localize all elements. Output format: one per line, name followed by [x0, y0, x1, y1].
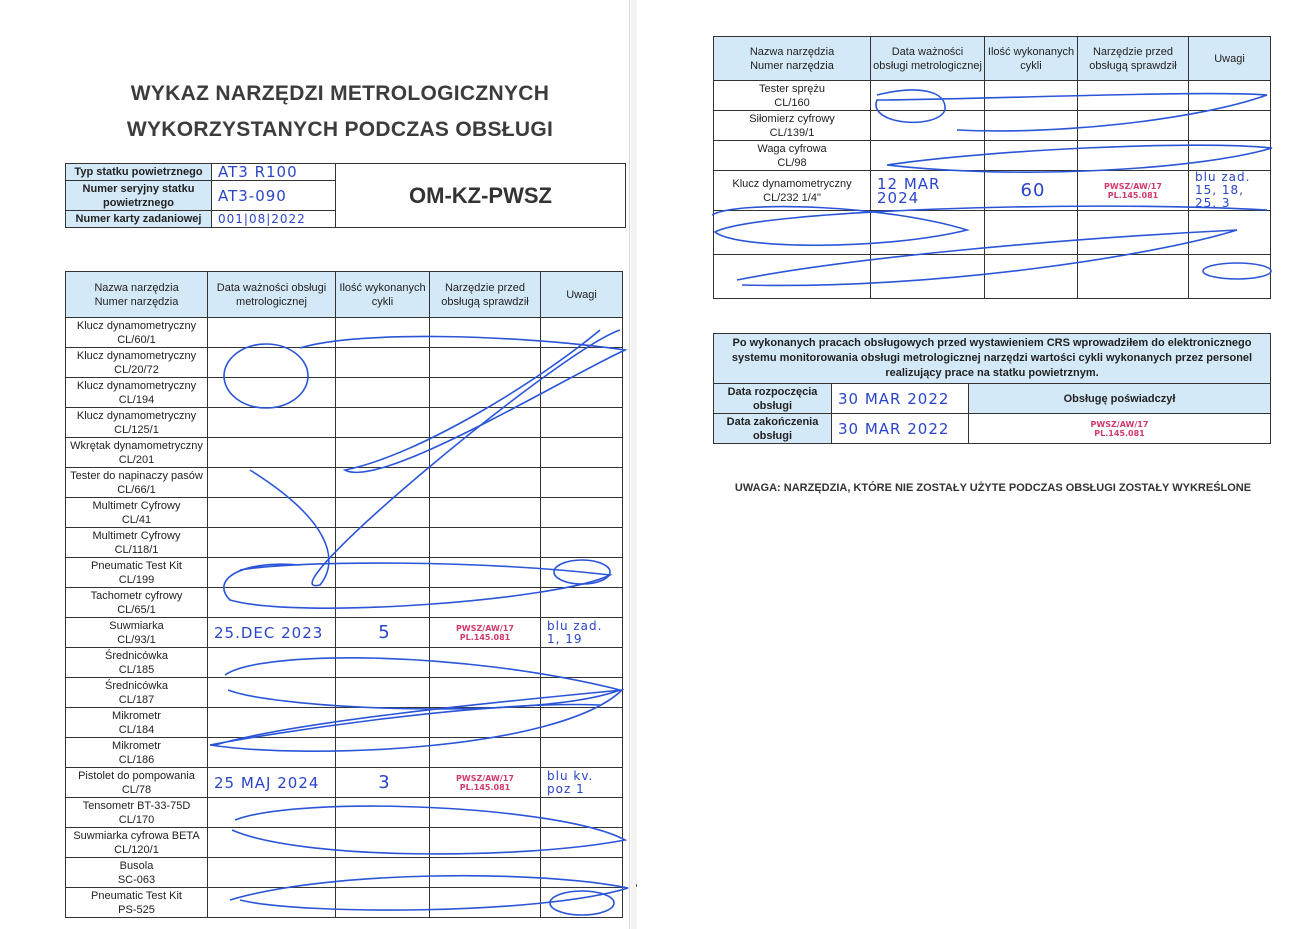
left-page [0, 0, 630, 929]
cycles-cell [336, 438, 430, 468]
tool-number: CL/232 1/4" [763, 191, 821, 204]
tool-number: CL/194 [118, 393, 155, 406]
validity-date-cell [208, 348, 336, 378]
tool-name: Mikrometr [112, 709, 161, 722]
tool-number: CL/120/1 [114, 843, 159, 856]
checked-by-cell [430, 648, 541, 678]
tool-number: CL/184 [118, 723, 155, 736]
notes-cell [541, 408, 623, 438]
header-notes: Uwagi [541, 272, 623, 318]
validity-date-cell [208, 708, 336, 738]
tool-row [66, 498, 623, 528]
tool-name: Pneumatic Test Kit [91, 559, 182, 572]
checked-by-cell [430, 498, 541, 528]
tool-row [66, 708, 623, 738]
form-code: OM-KZ-PWSZ [336, 164, 626, 228]
tool-row [714, 111, 1271, 141]
document-title-line-1: WYKAZ NARZĘDZI METROLOGICZNYCH [130, 82, 550, 105]
tool-row [66, 438, 623, 468]
tool-name: Waga cyfrowa [757, 142, 827, 155]
validity-date-cell [871, 111, 985, 141]
task-card-label: Numer karty zadaniowej [66, 211, 212, 228]
notes-cell [541, 858, 623, 888]
tool-name: Multimetr Cyfrowy [92, 529, 181, 542]
validity-date-cell [208, 798, 336, 828]
tool-name: Średnicówka [105, 649, 168, 662]
tool-number: SC-063 [117, 873, 156, 886]
tool-row [66, 528, 623, 558]
notes-cell [541, 588, 623, 618]
tool-number: CL/170 [118, 813, 155, 826]
validity-date-cell [871, 141, 985, 171]
tool-row [714, 171, 1271, 211]
inspector-stamp: PWSZ/AW/17 PL.145.081 [1104, 181, 1162, 200]
validity-date-cell [871, 81, 985, 111]
header-validity-date: Data ważności obsługi metrologicznej [208, 272, 336, 318]
notes-cell [541, 708, 623, 738]
checked-by-cell [430, 828, 541, 858]
notes-cell [1189, 141, 1271, 171]
tool-name-cell [66, 678, 208, 708]
notes-cell [1189, 111, 1271, 141]
checked-by-cell [430, 588, 541, 618]
tool-row [66, 348, 623, 378]
certify-stamp-cell [969, 414, 1271, 444]
tool-row [66, 648, 623, 678]
tool-name-cell [714, 111, 871, 141]
tool-number: CL/93/1 [117, 633, 156, 646]
tool-name-cell [66, 468, 208, 498]
checked-by-cell [430, 798, 541, 828]
tool-number: CL/60/1 [117, 333, 156, 346]
tool-number: PS-525 [118, 903, 155, 916]
tool-row [66, 468, 623, 498]
cycles-cell [336, 588, 430, 618]
tool-row [66, 588, 623, 618]
checked-by-cell [430, 678, 541, 708]
serial-number-value: AT3-090 [212, 181, 336, 211]
validity-date-cell: 25.DEC 2023 [208, 618, 336, 648]
tool-name-cell [714, 141, 871, 171]
checked-by-cell [430, 738, 541, 768]
checked-by-cell [430, 558, 541, 588]
crs-note: Po wykonanych pracach obsługowych przed wystawieniem CRS wprowadziłem do elektronicznego systemu monitorowania obsługi metrologicznej narzędzi wartości cykli wykonanych przez personel realizujący prace na statku powietrznym. [714, 334, 1271, 384]
validity-date-cell [208, 378, 336, 408]
task-card-value: 001|08|2022 [212, 211, 336, 228]
checked-by-cell [430, 438, 541, 468]
tool-number: CL/65/1 [117, 603, 156, 616]
checked-by-cell [430, 408, 541, 438]
header-cycles: Ilość wykonanych cykli [985, 37, 1078, 81]
tool-name: Klucz dynamometryczny [76, 349, 197, 362]
checked-by-cell [430, 348, 541, 378]
cycles-cell [985, 111, 1078, 141]
tool-name-cell [66, 858, 208, 888]
document-title-line-2: WYKORZYSTANYCH PODCZAS OBSŁUGI [126, 118, 554, 141]
notes-cell [541, 438, 623, 468]
checked-by-cell [430, 468, 541, 498]
validity-date-cell [208, 498, 336, 528]
tool-number: CL/185 [118, 663, 155, 676]
tool-name: Klucz dynamometryczny [76, 379, 197, 392]
notes-cell [541, 888, 623, 918]
tool-number: CL/187 [118, 693, 155, 706]
checked-by-cell [430, 318, 541, 348]
header-notes: Uwagi [1189, 37, 1271, 81]
tool-name-cell [66, 498, 208, 528]
tool-number: CL/118/1 [114, 543, 159, 556]
tool-row [66, 678, 623, 708]
tool-row [66, 738, 623, 768]
tool-name: Tester do napinaczy pasów [70, 469, 203, 482]
validity-date-cell [208, 888, 336, 918]
tool-name-cell [66, 708, 208, 738]
tool-number: CL/199 [118, 573, 155, 586]
checked-by-cell [1078, 81, 1189, 111]
tool-name-cell [66, 768, 208, 798]
notes-cell: blu zad. 1, 19 [541, 618, 623, 648]
tool-number: CL/125/1 [114, 423, 159, 436]
serial-number-label: Numer seryjny statku powietrznego [66, 181, 212, 211]
tool-name: Klucz dynamometryczny [732, 177, 852, 190]
notes-cell [1189, 81, 1271, 111]
tool-name-cell [66, 378, 208, 408]
tool-name: Wkrętak dynamometryczny [70, 439, 203, 452]
tool-row [66, 888, 623, 918]
validity-date-cell [208, 858, 336, 888]
validity-date-cell [208, 408, 336, 438]
validity-date-cell [208, 648, 336, 678]
tool-row [66, 558, 623, 588]
cycles-cell [336, 468, 430, 498]
tool-number: CL/139/1 [769, 126, 815, 139]
tool-row [66, 408, 623, 438]
tool-name-cell [66, 408, 208, 438]
tool-name: Mikrometr [112, 739, 161, 752]
validity-date-cell [208, 468, 336, 498]
cycles-cell [336, 408, 430, 438]
tool-name-cell [714, 81, 871, 111]
inspector-stamp: PWSZ/AW/17 PL.145.081 [456, 623, 514, 642]
cycles-cell [336, 378, 430, 408]
tool-name-cell [66, 828, 208, 858]
cycles-cell [336, 558, 430, 588]
tool-name: Suwmiarka cyfrowa BETA [73, 829, 200, 842]
notes-cell [541, 378, 623, 408]
tool-name-cell [66, 798, 208, 828]
tool-row [66, 378, 623, 408]
cycles-cell [336, 348, 430, 378]
tools-table-left [65, 271, 623, 918]
tool-name-cell [66, 438, 208, 468]
tool-number: CL/186 [118, 753, 155, 766]
notes-cell [541, 798, 623, 828]
tool-name-cell [66, 648, 208, 678]
certify-stamp: PWSZ/AW/17 PL.145.081 [1090, 419, 1149, 438]
cycles-cell [336, 798, 430, 828]
validity-date-cell [208, 738, 336, 768]
checked-by-cell [430, 708, 541, 738]
notes-cell [541, 498, 623, 528]
tool-name-cell [66, 738, 208, 768]
notes-cell [541, 558, 623, 588]
header-checked-by: Narzędzie przed obsługą sprawdził [1078, 37, 1189, 81]
tool-name: Tester sprężu [758, 82, 826, 95]
cycles-cell [336, 738, 430, 768]
cycles-cell [336, 828, 430, 858]
notes-cell [541, 678, 623, 708]
validity-date-cell [208, 558, 336, 588]
tool-name: Tensometr BT-33-75D [82, 799, 191, 812]
cycles-cell [336, 498, 430, 528]
start-date-label: Data rozpoczęcia obsługi [714, 384, 832, 414]
tool-name-cell [714, 171, 871, 211]
aircraft-type-value: AT3 R100 [212, 164, 336, 181]
checked-by-cell [430, 888, 541, 918]
checked-by-cell [430, 378, 541, 408]
cycles-cell [336, 528, 430, 558]
validity-date-cell: 12 MAR 2024 [871, 171, 985, 211]
start-date-value: 30 MAR 2022 [832, 384, 969, 414]
certify-label: Obsługę poświadczył [969, 384, 1271, 414]
validity-date-cell [208, 828, 336, 858]
validity-date-cell [208, 318, 336, 348]
tool-name: Multimetr Cyfrowy [92, 499, 181, 512]
notes-cell [541, 318, 623, 348]
tool-name: Busola [119, 859, 154, 872]
validity-date-cell: 25 MAJ 2024 [208, 768, 336, 798]
tool-name: Klucz dynamometryczny [76, 319, 197, 332]
aircraft-type-label: Typ statku powietrznego [66, 164, 212, 181]
tool-name-cell [66, 528, 208, 558]
notes-cell [541, 348, 623, 378]
tool-row [66, 318, 623, 348]
tool-number: CL/20/72 [114, 363, 159, 376]
tool-name-cell [66, 348, 208, 378]
tool-name-cell [66, 888, 208, 918]
tool-name-cell [66, 318, 208, 348]
tool-row [66, 858, 623, 888]
notes-cell [541, 468, 623, 498]
cycles-cell [336, 858, 430, 888]
tool-number: CL/41 [121, 513, 152, 526]
warning-note: UWAGA: NARZĘDZIA, KTÓRE NIE ZOSTAŁY UŻYTE PODCZAS OBSŁUGI ZOSTAŁY WYKREŚLONE [734, 482, 1252, 494]
notes-cell: blu zad. 15, 18, 25, 3 [1189, 171, 1271, 211]
aircraft-info-table [65, 163, 626, 228]
checked-by-cell [1078, 171, 1189, 211]
checked-by-cell [430, 858, 541, 888]
notes-cell [541, 738, 623, 768]
checked-by-cell [430, 528, 541, 558]
header-tool-name: Nazwa narzędzia Numer narzędzia [66, 272, 208, 318]
notes-cell: blu kv. poz 1 [541, 768, 623, 798]
tool-name-cell [66, 618, 208, 648]
notes-cell [541, 828, 623, 858]
notes-cell [541, 528, 623, 558]
header-cycles: Ilość wykonanych cykli [336, 272, 430, 318]
cycles-cell: 3 [336, 768, 430, 798]
cycles-cell [336, 678, 430, 708]
header-tool-name: Nazwa narzędzia Numer narzędzia [714, 37, 871, 81]
tool-row [714, 81, 1271, 111]
tool-name: Suwmiarka [109, 619, 164, 632]
tools-table-right [713, 36, 1271, 299]
cycles-cell [985, 81, 1078, 111]
end-date-value: 30 MAR 2022 [832, 414, 969, 444]
tool-row [66, 798, 623, 828]
tool-row [714, 141, 1271, 171]
tool-row [66, 618, 623, 648]
header-validity-date: Data ważności obsługi metrologicznej [871, 37, 985, 81]
end-date-label: Data zakończenia obsługi [714, 414, 832, 444]
cycles-cell [985, 141, 1078, 171]
tool-name: Średnicówka [105, 679, 168, 692]
cycles-cell: 60 [985, 171, 1078, 211]
cycles-cell [336, 648, 430, 678]
cycles-cell [336, 888, 430, 918]
tool-number: CL/98 [777, 156, 807, 169]
validity-date-cell [208, 678, 336, 708]
tool-name: Siłomierz cyfrowy [749, 112, 835, 125]
tool-number: CL/66/1 [117, 483, 156, 496]
tool-number: CL/201 [118, 453, 155, 466]
tool-name: Pneumatic Test Kit [91, 889, 182, 902]
tool-row [66, 768, 623, 798]
tool-row [66, 828, 623, 858]
checked-by-cell [430, 618, 541, 648]
checked-by-cell [1078, 111, 1189, 141]
crs-table [713, 333, 1271, 444]
cycles-cell [336, 318, 430, 348]
tool-name: Pistolet do pompowania [78, 769, 195, 782]
checked-by-cell [430, 768, 541, 798]
tool-number: CL/78 [121, 783, 152, 796]
notes-cell [541, 648, 623, 678]
tool-number: CL/160 [774, 96, 810, 109]
validity-date-cell [208, 588, 336, 618]
checked-by-cell [1078, 141, 1189, 171]
header-checked-by: Narzędzie przed obsługą sprawdził [430, 272, 541, 318]
tool-name-cell [66, 558, 208, 588]
cycles-cell [336, 708, 430, 738]
cycles-cell: 5 [336, 618, 430, 648]
tool-name: Tachometr cyfrowy [90, 589, 183, 602]
tool-name: Klucz dynamometryczny [76, 409, 197, 422]
tool-name-cell [66, 588, 208, 618]
validity-date-cell [208, 528, 336, 558]
validity-date-cell [208, 438, 336, 468]
inspector-stamp: PWSZ/AW/17 PL.145.081 [456, 773, 514, 792]
